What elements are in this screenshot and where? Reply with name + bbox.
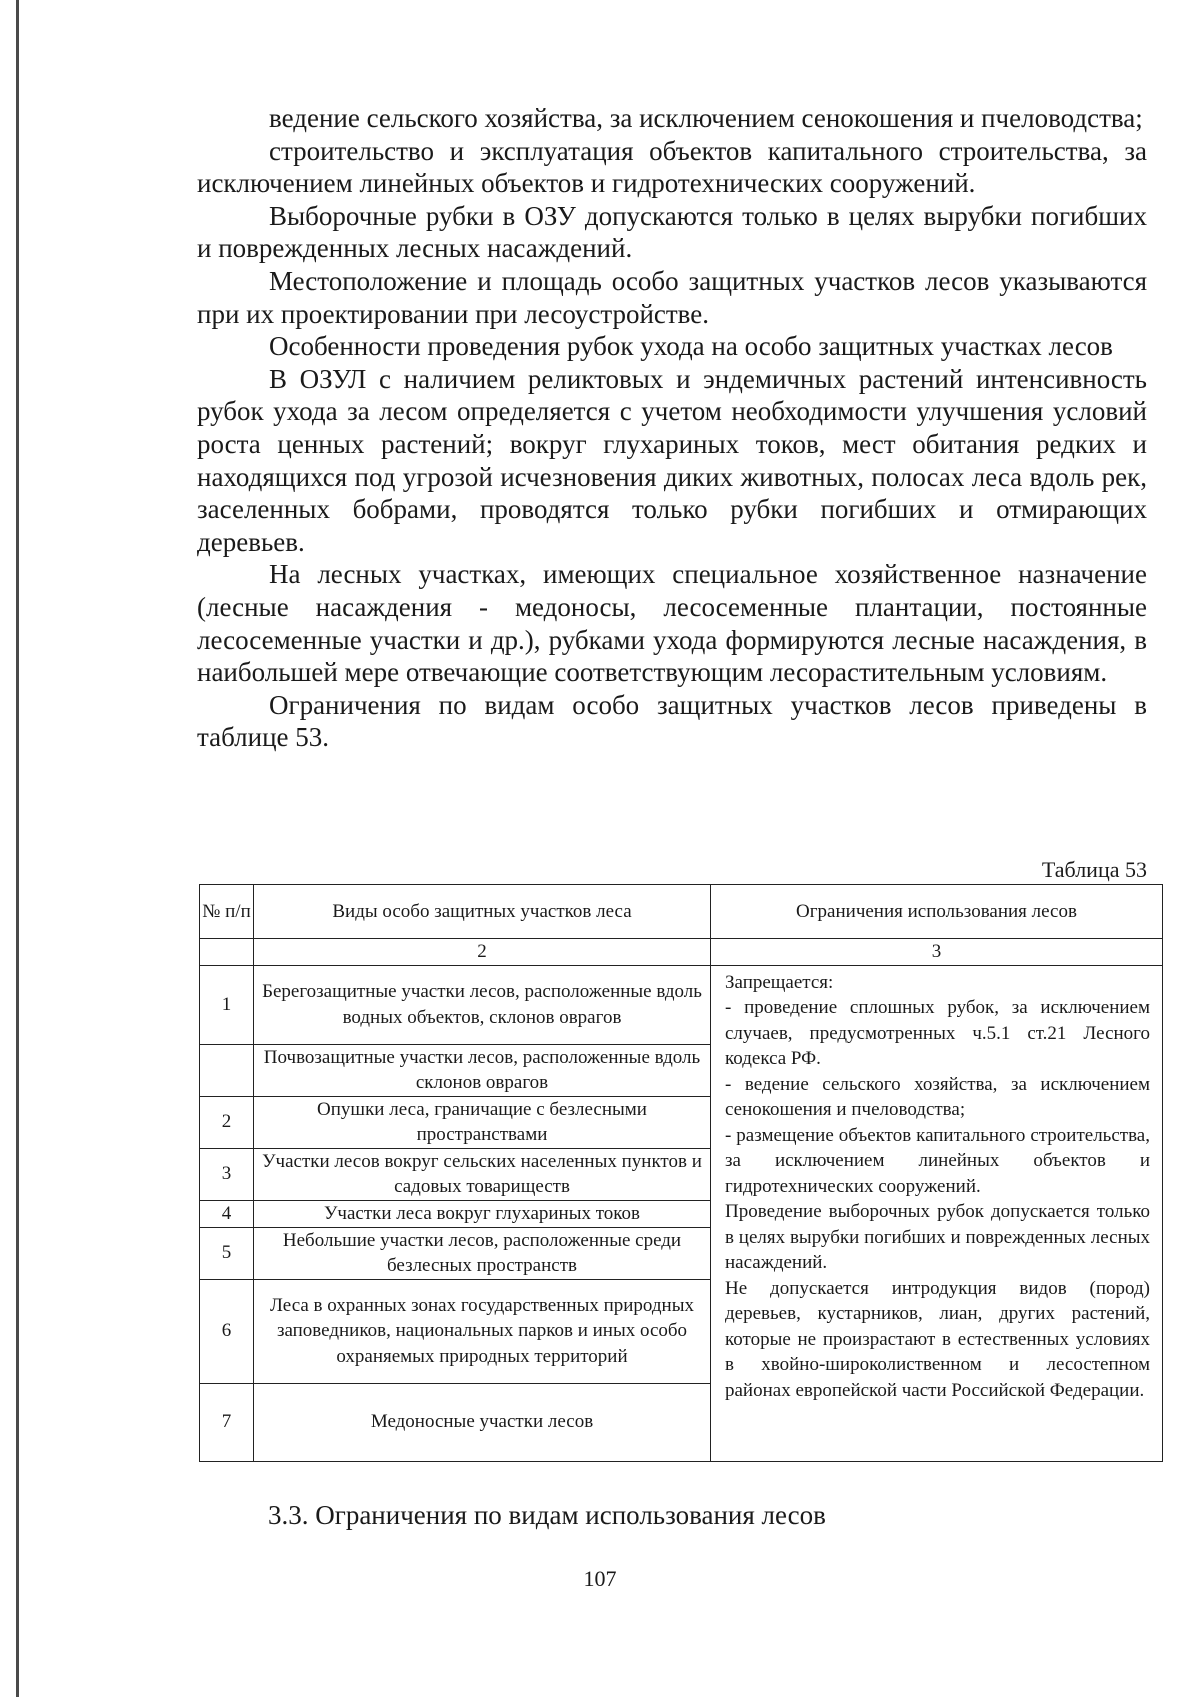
restriction-line: - ведение сельского хозяйства, за исключением сенокошения и пчеловодства; — [725, 1073, 1150, 1120]
restriction-line: Запрещается: — [725, 971, 834, 993]
restriction-line: - размещение объектов капитального строительства, за исключением линейных объектов и гидротехнических сооружений. — [725, 1124, 1150, 1197]
paragraph: На лесных участках, имеющих специальное хозяйственное назначение (лесные насаждения - медоносы, лесосеменные плантации, постоянные лесосеменные участки и др.), рубками ухода формируются лесные насаждения, в наибольшей мере отвечающие соответствующим лесорастительным условиям. — [197, 559, 1147, 688]
header-restriction: Ограничения использования лесов — [711, 885, 1163, 939]
row-num: 2 — [200, 1096, 254, 1148]
row-type: Леса в охранных зонах государственных природных заповедников, национальных парков и иных особо охраняемых природных территорий — [254, 1279, 711, 1383]
paragraph: строительство и эксплуатация объектов капитального строительства, за исключением линейных объектов и гидротехнических сооружений. — [197, 135, 1147, 199]
restriction-cell — [711, 965, 1163, 1461]
paragraph: ведение сельского хозяйства, за исключением сенокошения и пчеловодства; — [269, 103, 1143, 133]
row-num: 1 — [200, 965, 254, 1044]
row-type: Медоносные участки лесов — [254, 1383, 711, 1461]
row-type: Почвозащитные участки лесов, расположенные вдоль склонов оврагов — [254, 1044, 711, 1096]
paragraph: Выборочные рубки в ОЗУ допускаются только в целях вырубки погибших и поврежденных лесных насаждений. — [197, 200, 1147, 264]
paragraph: Местоположение и площадь особо защитных участков лесов указываются при их проектировании при лесоустройстве. — [197, 265, 1147, 329]
row-type: Берегозащитные участки лесов, расположенные вдоль водных объектов, склонов оврагов — [254, 965, 711, 1044]
row-num: 5 — [200, 1227, 254, 1279]
row-type: Участки леса вокруг глухариных токов — [254, 1200, 711, 1227]
row-type: Опушки леса, граничащие с безлесными пространствами — [254, 1096, 711, 1148]
header-num: № п/п — [200, 885, 254, 939]
row-type: Участки лесов вокруг сельских населенных пунктов и садовых товариществ — [254, 1148, 711, 1200]
table-header-row — [200, 885, 1163, 939]
colnum-3: 3 — [711, 939, 1163, 966]
row-num — [200, 1044, 254, 1096]
page-number: 107 — [583, 1566, 617, 1591]
section-heading: 3.3. Ограничения по видам использования лесов — [268, 1500, 826, 1530]
colnum-1 — [200, 939, 254, 966]
row-num: 3 — [200, 1148, 254, 1200]
restriction-line: Не допускается интродукция видов (пород) деревьев, кустарников, лиан, других растений, которые не произрастают в естественных условиях в хвойно-широколиственном и лесостепном районах европейской части Российской Федерации. — [725, 1277, 1150, 1401]
table-colnum-row — [200, 939, 1163, 966]
row-type: Небольшие участки лесов, расположенные среди безлесных пространств — [254, 1227, 711, 1279]
table-caption: Таблица 53 — [1041, 857, 1147, 882]
table-row — [200, 965, 1163, 1044]
restrictions-table — [199, 884, 1163, 1462]
restriction-line: Проведение выборочных рубок допускается только в целях вырубки погибших и поврежденных лесных насаждений. — [725, 1201, 1150, 1273]
header-type: Виды особо защитных участков леса — [254, 885, 711, 939]
paragraph: В ОЗУЛ с наличием реликтовых и эндемичных растений интенсивность рубок ухода за лесом определяется с учетом необходимости улучшения условий роста ценных растений; вокруг глухариных токов, мест обитания редких и находящихся под угрозой исчезновения диких животных, полосах леса вдоль рек, заселенных бобрами, проводятся только рубки погибших и отмирающих деревьев. — [197, 363, 1147, 557]
row-num: 4 — [200, 1200, 254, 1227]
paragraph: Ограничения по видам особо защитных участков лесов приведены в таблице 53. — [197, 689, 1147, 753]
page-edge-line — [16, 0, 19, 1697]
row-num: 7 — [200, 1383, 254, 1461]
row-num: 6 — [200, 1279, 254, 1383]
paragraph: Особенности проведения рубок ухода на особо защитных участках лесов — [269, 331, 1113, 362]
body-text — [197, 102, 1147, 754]
colnum-2: 2 — [254, 939, 711, 966]
restriction-line: - проведение сплошных рубок, за исключением случаев, предусмотренных ч.5.1 ст.21 Лесного кодекса РФ. — [725, 997, 1150, 1069]
